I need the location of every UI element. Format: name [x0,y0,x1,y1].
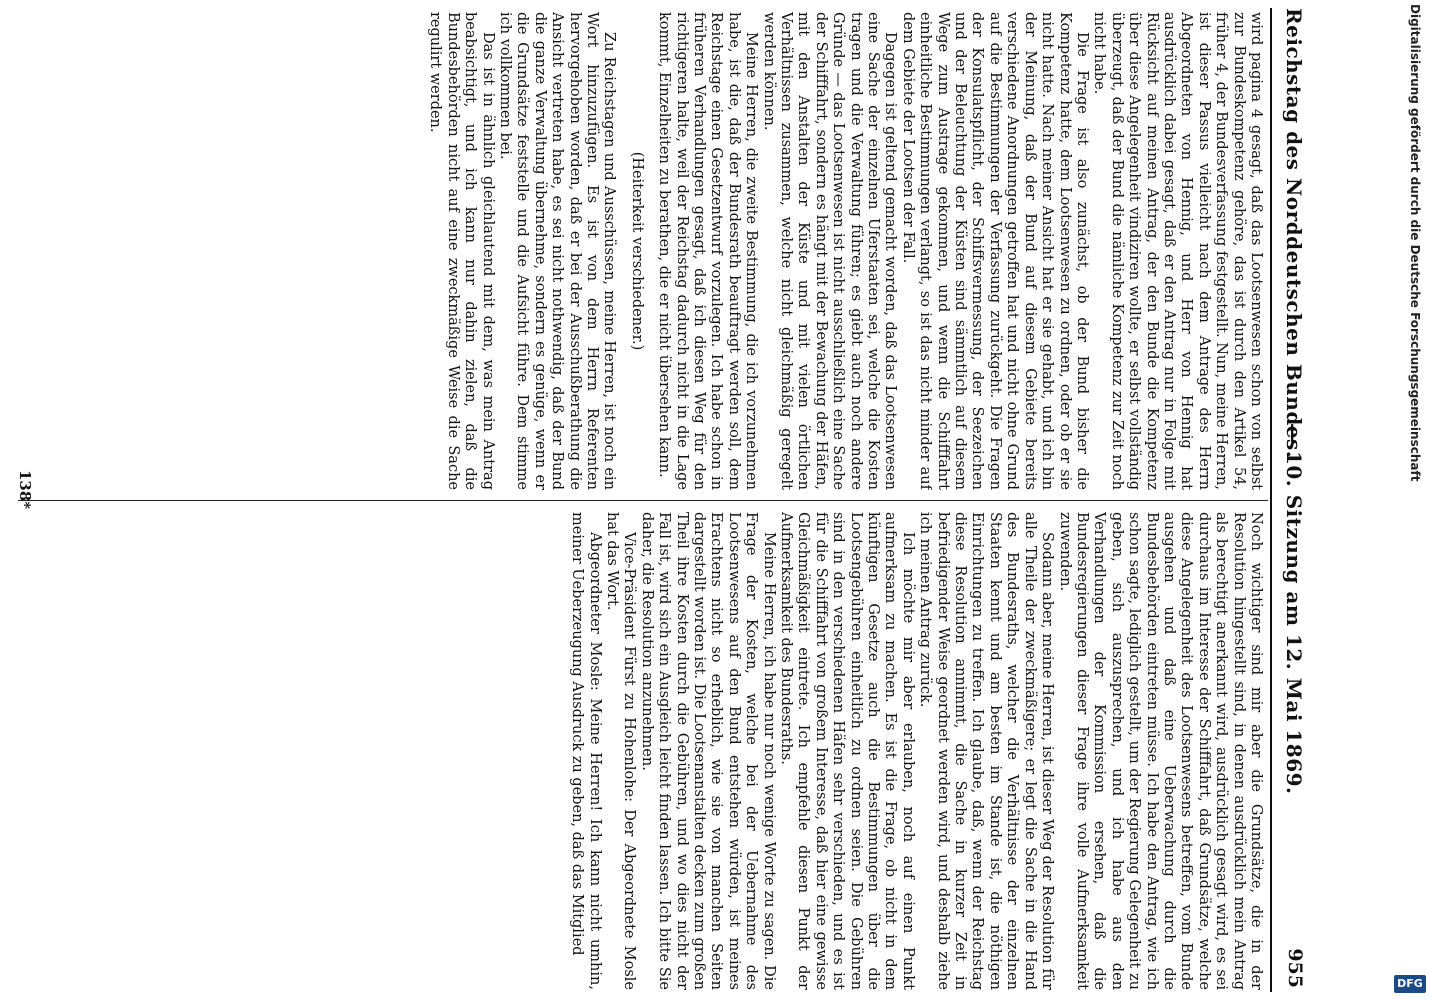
paragraph: Das ist in ähnlich gleichlautend mit dem, was mein Antrag beabsichtigt, und ich kann nur dahin zielen, daß die Bundesbehörden nicht auf eine zweckmäßige Weise die Sache regulirt werden. [427,12,496,490]
header-rule [1270,8,1272,992]
dfg-logo: DFG [1394,975,1426,993]
interjection: (Heiterkeit verschiedener.) [628,151,645,351]
paragraph: Ich möchte mir aber erlauben, noch auf einen Punkt aufmerksam zu machen. Es ist die Frage, ob nicht in dem künftigen Gesetze auch die Bestimmungen über die Lootsengebühren einheitlich zu ordnen seien. Die Gebühren sind in den verschiedenen Häfen sehr verschieden, und es ist für die Schifffahrt von großem Interesse, daß hier eine gewisse Gleichmäßigkeit eintrete. Ich empfehle diesen Punkt der Aufmerksamkeit des Bundesraths. [778,512,916,990]
right-text-column [14,512,1264,990]
speaker-paragraph: Vice-Präsident Fürst zu Hohenlohe: Der Abgeordnete Mosle hat das Wort. [603,512,638,990]
margin-strip [1390,0,1432,1000]
paragraph: Meine Herren, ich habe nur noch wenige Worte zu sagen. Die Frage der Kosten, welche bei der Uebernahme des Lootsenwesens auf den Bund entstehen würden, ist meines Erachtens nicht so erheblich, wie sie von manchen Seiten dargestellt worden ist. Die Lootsenanstalten decken zum großen Theil ihre Kosten durch die Gebühren, und wo dies nicht der Fall ist, wird sich ein Ausgleich leicht finden lassen. Ich bitte Sie daher, die Resolution anzunehmen. [638,512,777,990]
header-title: Reichstag des Norddeutschen Bundes. [1282,8,1306,459]
digitization-note [1392,0,1432,1000]
header-session: — 10. Sitzung am 12. Mai 1869. [1282,423,1306,795]
digitization-note-text: Digitalisierung gefördert durch die Deutsche Forschungsgemeinschaft [1408,4,1422,482]
paragraph: Zu Reichstagen und Ausschüssen, meine Herren, ist noch ein Wort hinzuzufügen. Es ist von dem Herrn Referenten hervorgehoben worden, daß er bei der Ausschußberathung die Ansicht vertreten habe, es sei nicht nothwendig, daß der Bund die ganze Verwaltung übernehme, sondern es genüge, wenn er die Grundsätze feststelle und die Aufsicht führe. Dem stimme ich vollkommen bei. [496,12,618,490]
page-header [1272,8,1312,992]
header-page-number: 955 [1284,948,1306,988]
left-text-column [14,12,1264,490]
paragraph: Dagegen ist geltend gemacht worden, daß das Lootsenwesen eine Sache der einzelnen Uferstaaten sei, welche die Kosten tragen und die Verwaltung führen; es giebt auch noch andere Gründe — das Lootsenwesen ist nicht ausschließlich eine Sache der Schifffahrt, sondern es hängt mit der Bewachung der Häfen, mit den Anstalten der Küste und mit vielen örtlichen Verhältnissen zusammen, welche nicht gleichmäßig geregelt werden können. [760,12,899,490]
column-divider [18,500,1268,501]
paragraph: Die Frage ist also zunächst, ob der Bund bisher die Kompetenz hatte, dem Lootsenwesen zu ordnen, oder ob er sie nicht hatte. Nach meiner Ansicht hat er sie gehabt, und ich bin der Meinung, daß der Bund auf diesem Gebiete bereits verschiedene Anordnungen getroffen hat und nicht ohne Grund auf die Bestimmungen der Verfassung zurückgeht. Die Fragen der Konsulatspflicht, der Schiffsvermessung, der Seezeichen und der Beleuchtung der Küsten sind sämmtlich auf diesem Wege zum Austrage gekommen, und wenn die Schifffahrt einheitliche Bestimmungen verlangt, so ist das nicht minder auf dem Gebiete der Lootsen der Fall. [899,12,1090,490]
paragraph: wird pagina 4 gesagt, daß das Lootsenwesen schon von selbst zur Bundeskompetenz gehöre, das ist durch den Artikel 54, früher 4, der Bundesverfassung festgestellt. Nun, meine Herren, ist dieser Passus vielleicht nach dem Antrage des Herrn Abgeordneten von Hennig, und Herr von Hennig hat ausdrücklich dabei gesagt, daß er den Antrag nur in Folge mit Rücksicht auf meinen Antrag, der den Bunde die Kompetenz über diese Angelegenheit vindiziren wollte, er selbst vollständig überzeugt, daß der Bund die nämliche Kompetenz zur Zeit noch nicht habe. [1091,12,1264,490]
paragraph: Sodann aber, meine Herren, ist dieser Weg der Resolution für alle Theile der zweckmäßigere; er legt die Sache in die Hand des Bundesraths, welcher die Verhältnisse der einzelnen Staaten kennt und am besten im Stande ist, die nöthigen Einrichtungen zu treffen. Ich glaube, daß, wenn der Reichstag diese Resolution annimmt, die Sache in kurzer Zeit in befriedigender Weise geordnet werden wird, und deshalb ziehe ich meinen Antrag zurück. [917,512,1056,990]
speaker-paragraph: Abgeordneter Mosle: Meine Herren! Ich kann nicht umhin, meiner Ueberzeugung Ausdruck zu geben, daß das Mitglied [569,512,603,990]
paragraph: Meine Herren, die zweite Bestimmung, die ich vorzunehmen habe, ist die, daß der Bundesrath beauftragt werden soll, dem Reichstage einen Gesetzentwurf vorzulegen. Ich habe schon in früheren Verhandlungen gesagt, daß ich diesen Weg für den richtigeren halte, weil der Reichstag dadurch nicht in die Lage kommt, Einzelheiten zu berathen, die er nicht übersehen kann. [656,12,760,490]
paragraph: Noch wichtiger sind mir aber die Grundsätze, die in der Resolution hingestellt sind, in denen ausdrücklich mein Antrag als berechtigt anerkannt wird, ausdrücklich gesagt wird, es sei durchaus im Interesse der Schifffahrt, daß Grundsätze, welche diese Angelegenheit des Lootsenwesens betreffen, vom Bunde ausgehen und daß eine Ueberwachung durch die Bundesbehörden eintreten müsse. Ich habe den Antrag, wie ich schon sagte, lediglich gestellt, um der Regierung Gelegenheit zu geben, sich auszusprechen, und ich habe aus den Verhandlungen der Kommission ersehen, daß die Bundesregierungen dieser Frage ihre volle Aufmerksamkeit zuwenden. [1056,512,1264,990]
footer-page-mark: 138* [16,470,34,510]
